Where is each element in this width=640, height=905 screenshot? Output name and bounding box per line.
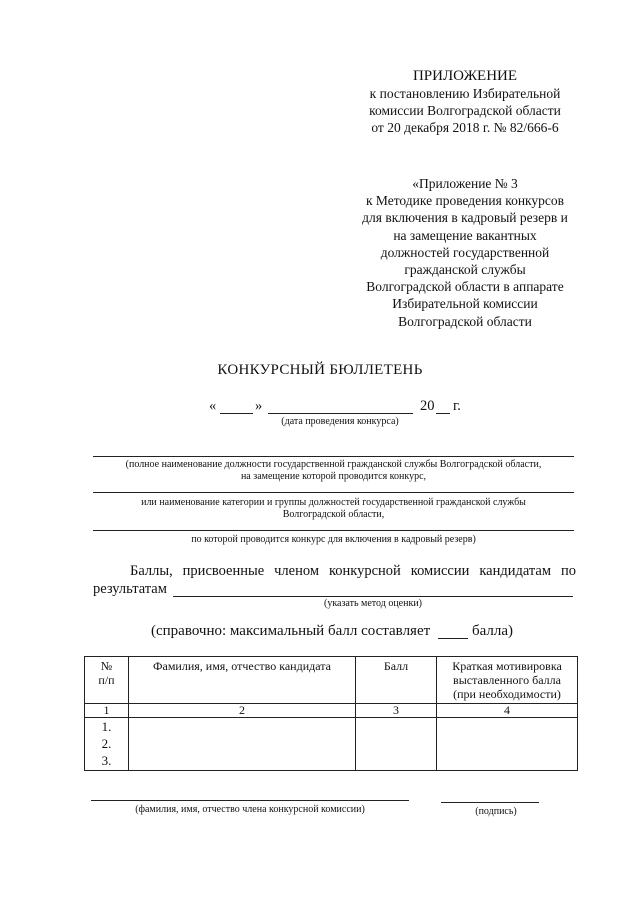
max-score-prefix: (справочно: максимальный балл составляет [151,623,431,639]
signature-blank[interactable] [441,802,539,803]
header-cell [85,657,129,704]
annex-line: комиссии Волгоградской области [369,103,561,118]
date-year-suffix: г. [453,398,461,414]
member-name-caption: (фамилия, имя, отчество члена конкурсной комиссии) [135,804,365,815]
table-number-row [85,704,578,718]
date-month-blank[interactable] [268,413,413,414]
motivation-cell[interactable] [437,718,578,771]
header-score: Балл [383,659,409,673]
methodology-line: Волгоградской области [398,313,532,329]
category-blank[interactable] [93,492,574,493]
row-number: 2. [101,736,112,751]
row-numbers [85,718,128,769]
date-open-quote: « [209,398,217,414]
ballot-title: КОНКУРСНЫЙ БЮЛЛЕТЕНЬ [217,362,423,378]
annex-title: ПРИЛОЖЕНИЕ [412,68,518,84]
row-number: 3. [101,753,112,768]
candidate-name-cell[interactable] [129,718,356,771]
member-name-blank[interactable] [91,800,409,801]
method-blank[interactable] [173,596,573,597]
methodology-line: должностей государственной [380,244,550,260]
header-number: № п/п [98,659,115,687]
date-caption: (дата проведения конкурса) [281,416,399,427]
header-name: Фамилия, имя, отчество кандидата [153,659,331,673]
table-header-row [85,657,578,704]
methodology-line: к Методике проведения конкурсов [365,193,565,209]
date-year-blank[interactable] [436,413,450,414]
reserve-caption: по которой проводится конкурс для включения в кадровый резерв) [191,534,476,545]
column-number: 4 [504,703,510,717]
position-blank[interactable] [93,456,574,457]
row-number: 1. [101,719,112,734]
header-motivation: Краткая мотивировка выставленного балла (при необходимости) [452,659,562,701]
date-day-blank[interactable] [220,413,253,414]
number-cell [129,704,356,718]
row-numbers-cell [85,718,129,771]
number-cell [356,704,437,718]
score-cell[interactable] [356,718,437,771]
date-year-prefix: 20 [420,398,435,414]
category-caption: Волгоградской области, [282,509,385,520]
methodology-line: для включения в кадровый резерв и [362,210,568,226]
methodology-line: Волгоградской области в аппарате [366,279,564,295]
reserve-blank[interactable] [93,530,574,531]
methodology-line: на замещение вакантных [393,227,537,243]
header-cell [129,657,356,704]
signature-caption: (подпись) [475,806,517,817]
scores-table [84,656,578,771]
methodology-line: гражданской службы [404,262,526,278]
column-number: 2 [239,703,245,717]
method-caption: (указать метод оценки) [323,598,423,609]
position-caption: на замещение которой проводится конкурс, [240,471,427,482]
column-number: 3 [393,703,399,717]
scores-text-cont: результатам [93,581,167,597]
date-close-quote: » [255,398,263,414]
max-score-suffix: балла) [472,623,514,639]
annex-line: от 20 декабря 2018 г. № 82/666-6 [371,120,559,135]
column-number: 1 [103,703,110,717]
annex-block [310,68,620,136]
max-score-blank[interactable] [438,638,468,639]
category-caption: или наименование категории и группы должностей государственной гражданской службы [141,497,526,508]
table-row [85,718,578,771]
header-cell [356,657,437,704]
number-cell [85,704,129,718]
methodology-block [310,175,620,330]
methodology-line: Избирательной комиссии [392,296,538,312]
methodology-line: «Приложение № 3 [412,176,518,191]
header-cell [437,657,578,704]
annex-line: к постановлению Избирательной [369,86,561,101]
scores-text: Баллы, присвоенные членом конкурсной комиссии кандидатам по [130,563,576,579]
position-caption: (полное наименование должности государственной гражданской службы Волгоградской области, [125,459,542,470]
number-cell [437,704,578,718]
